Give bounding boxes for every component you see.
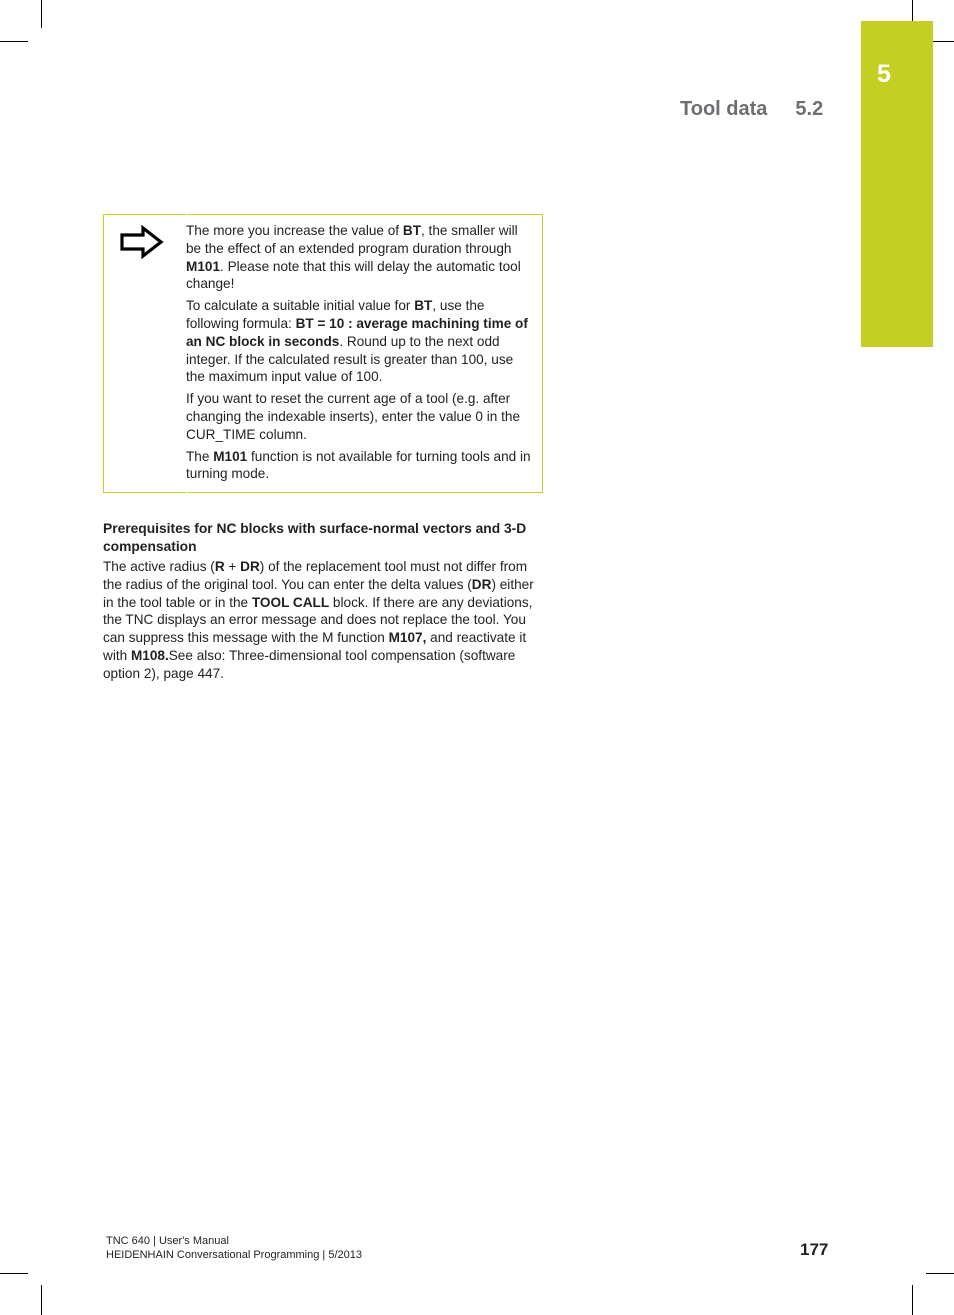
footer-line1: TNC 640 | User's Manual (106, 1235, 229, 1247)
note-text (186, 222, 531, 487)
body-paragraph: The active radius (R + DR) of the replacement tool must not differ from the radius of the original tool. You can enter the delta values (DR) either in the tool table or in the TOOL CALL block. If there are any deviations, the TNC displays an error message and does not replace the tool. You can suppress this message with the M function M107, and reactivate it with M108.See also: Three-dimensional tool compensation (software option 2), page 447. (103, 559, 534, 681)
note-paragraph: The M101 function is not available for turning tools and in turning mode. (186, 448, 531, 482)
crop-mark (0, 41, 28, 42)
footer (106, 1234, 362, 1262)
note-box (103, 214, 543, 493)
crop-mark (0, 1273, 28, 1274)
crop-mark (933, 41, 954, 42)
crop-mark (926, 1273, 954, 1274)
running-head-title: Tool data (680, 98, 768, 120)
footer-line2: HEIDENHAIN Conversational Programming | 5/2013 (106, 1249, 362, 1261)
crop-mark (912, 0, 913, 21)
page-number: 177 (800, 1240, 829, 1259)
chapter-number: 5 (877, 60, 891, 88)
note-paragraph: The more you increase the value of BT, the smaller will be the effect of an extended program duration through M101. Please note that this will delay the automatic tool change! (186, 223, 521, 292)
border-gap (186, 214, 188, 215)
section-heading: Prerequisites for NC blocks with surface-normal vectors and 3-D compensation (103, 521, 527, 554)
crop-mark (912, 1285, 913, 1315)
note-paragraph: If you want to reset the current age of a tool (e.g. after changing the indexable inserts), enter the value 0 in the CUR_TIME column. (186, 391, 521, 442)
running-head (680, 98, 823, 121)
arrow-right-icon (119, 225, 165, 259)
cross-reference-link[interactable]: See also: Three-dimensional tool compensation (software option 2), page 447. (103, 647, 516, 681)
note-paragraph: To calculate a suitable initial value for BT, use the following formula: BT = 10 : average machining time of an NC block in seconds. Round up to the next odd integer. If the calculated result is greater than 100, use the maximum input value of 100. (186, 298, 528, 385)
chapter-tab (861, 21, 933, 347)
border-gap (186, 492, 188, 493)
section-body (103, 558, 543, 683)
crop-mark (41, 0, 42, 28)
crop-mark (41, 1285, 42, 1315)
running-head-section: 5.2 (795, 98, 824, 120)
